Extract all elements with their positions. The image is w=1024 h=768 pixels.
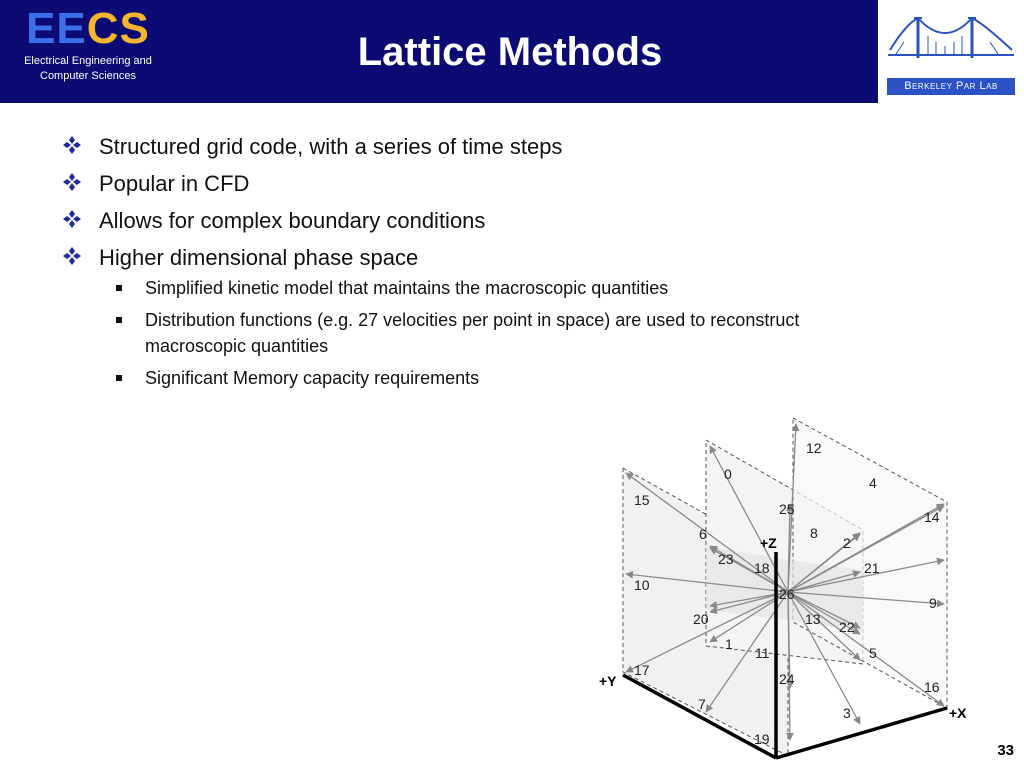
axis-x-line xyxy=(776,708,947,758)
velocity-label: 9 xyxy=(929,595,937,611)
velocity-label: 14 xyxy=(924,509,940,525)
velocity-label: 2 xyxy=(843,535,851,551)
par-lab-badge: Berkeley Par Lab xyxy=(887,78,1015,95)
diamond-bullet-icon xyxy=(62,209,82,229)
eecs-wordmark xyxy=(8,6,168,52)
eecs-subtitle-line1: Electrical Engineering and xyxy=(24,55,152,67)
bullet-text: Allows for complex boundary conditions xyxy=(99,208,486,233)
velocity-label: 22 xyxy=(839,619,855,635)
bullet-item xyxy=(62,134,922,160)
slide-title: Lattice Methods xyxy=(357,30,663,74)
velocity-label: 23 xyxy=(718,551,734,567)
page-number: 33 xyxy=(997,742,1014,759)
sub-bullet-item xyxy=(62,365,922,391)
velocity-label: 17 xyxy=(634,662,650,678)
velocity-label: 12 xyxy=(806,440,822,456)
velocity-label: 4 xyxy=(869,475,877,491)
par-lab-logo xyxy=(878,0,1024,103)
eecs-subtitle-line2: Computer Sciences xyxy=(40,70,136,82)
header-bar xyxy=(0,0,1024,103)
velocity-label: 8 xyxy=(810,525,818,541)
velocity-label: 7 xyxy=(698,696,706,712)
bullet-item xyxy=(62,171,922,197)
axis-y-label: +Y xyxy=(599,673,617,689)
velocity-label: 13 xyxy=(805,611,821,627)
axis-x-label: +X xyxy=(949,705,967,721)
bullet-item xyxy=(62,208,922,234)
eecs-logo xyxy=(8,6,168,92)
sub-bullet-text: Significant Memory capacity requirements xyxy=(145,368,480,388)
velocity-label: 15 xyxy=(634,492,650,508)
bullet-text: Higher dimensional phase space xyxy=(99,245,419,270)
velocity-label: 10 xyxy=(634,577,650,593)
velocity-label: 21 xyxy=(864,560,880,576)
velocity-label: 11 xyxy=(755,645,770,661)
velocity-label: 25 xyxy=(779,501,795,517)
bridge-icon xyxy=(878,0,1024,78)
eecs-subtitle xyxy=(8,54,168,84)
axis-z-label: +Z xyxy=(760,535,777,551)
velocity-label: 1 xyxy=(725,636,733,652)
bullet-text: Popular in CFD xyxy=(99,171,250,196)
velocity-label: 3 xyxy=(843,705,851,721)
velocity-label: 18 xyxy=(754,560,770,576)
lattice-diagram xyxy=(590,405,980,760)
square-bullet-icon xyxy=(116,317,122,323)
velocity-label: 0 xyxy=(724,466,732,482)
velocity-label: 20 xyxy=(693,611,709,627)
velocity-label: 6 xyxy=(699,526,707,542)
bullet-item xyxy=(62,245,922,271)
bullet-text: Structured grid code, with a series of time steps xyxy=(99,134,563,159)
velocity-label: 24 xyxy=(779,671,795,687)
square-bullet-icon xyxy=(116,285,122,291)
logo-ee: EE xyxy=(26,4,87,53)
velocity-label: 16 xyxy=(924,679,940,695)
sub-bullet-text: Simplified kinetic model that maintains the macroscopic quantities xyxy=(145,278,669,298)
diamond-bullet-icon xyxy=(62,135,82,155)
velocity-label: 26 xyxy=(779,586,795,602)
diamond-bullet-icon xyxy=(62,172,82,192)
diamond-bullet-icon xyxy=(62,246,82,266)
velocity-label: 5 xyxy=(869,645,877,661)
sub-bullet-item xyxy=(62,307,922,359)
sub-bullet-item xyxy=(62,275,922,301)
bullet-list xyxy=(62,134,922,397)
sub-bullet-text: Distribution functions (e.g. 27 velocities per point in space) are used to reconstruct macroscopic quantities xyxy=(145,310,800,356)
square-bullet-icon xyxy=(116,375,122,381)
velocity-label: 19 xyxy=(754,731,770,747)
logo-cs: CS xyxy=(86,4,150,53)
